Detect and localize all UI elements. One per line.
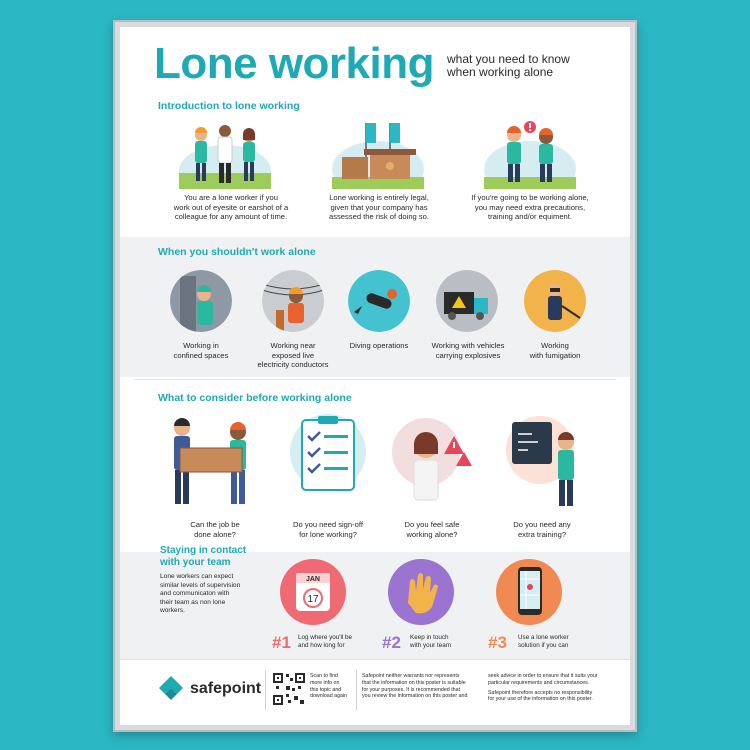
fumigation-icon <box>524 270 586 332</box>
calendar-month: JAN <box>305 576 321 583</box>
step-2-number: #2 <box>382 633 401 652</box>
alone-caption-1: Working in confined spaces <box>173 341 229 360</box>
worried-worker-illustration <box>390 412 480 512</box>
intro-caption-2: Lone working is entirely legal, given that your company has assessed the risk of doing so. <box>328 193 430 221</box>
intro-caption-1: You are a lone worker if you work out of eyesite or earshot of a colleague for any amount of time. <box>173 193 289 221</box>
disclaimer-part-2: seek advice in order to ensure that it suits your particular requirements and circumstances. Safepoint therefore accepts no responsibility for your use of the information on this poster. <box>488 673 598 703</box>
training-illustration <box>500 412 590 512</box>
clipboard-checklist-illustration <box>288 412 368 512</box>
step-1-number: #1 <box>272 633 291 652</box>
consider-caption-2: Do you need sign-off for lone working? <box>293 520 363 539</box>
alone-caption-5: Working with fumigation <box>529 341 581 360</box>
safepoint-logo-icon <box>158 675 184 701</box>
qr-code-icon <box>272 672 306 706</box>
intro-caption-3: If you're going to be working alone, you may need extra precautions, training and/or equiment. <box>471 193 589 221</box>
consider-section-title: What to consider before working alone <box>158 392 352 404</box>
diving-icon <box>348 270 410 332</box>
alone-caption-4: Working with vehicles carrying explosives <box>431 341 505 360</box>
step-3-number: #3 <box>488 633 507 652</box>
consider-caption-1: Can the job be done alone? <box>190 520 240 539</box>
three-workers-illustration <box>175 119 275 189</box>
courtroom-illustration <box>328 119 428 189</box>
confined-space-icon <box>170 270 232 332</box>
consider-caption-3: Do you feel safe working alone? <box>404 520 460 539</box>
electricity-icon <box>262 270 324 332</box>
intro-section-title: Introduction to lone working <box>158 100 300 112</box>
step-3-text: Use a lone worker solution if you can <box>518 634 569 649</box>
divider <box>134 379 616 380</box>
disclaimer-part-1: Safepoint neither warrants nor represents that the information on this poster is suitable for your purposes. It is recommended that you review the information on this poster and <box>362 673 468 700</box>
footer-divider-2 <box>356 670 357 710</box>
calendar-day: 17 <box>307 594 319 605</box>
poster-subtitle: what you need to know when working alone <box>447 52 570 79</box>
calendar-icon <box>280 559 346 625</box>
contact-description: Lone workers can expect similar levels of supervision and communicaton with their team as non lone workers. <box>160 573 241 614</box>
alone-caption-3: Diving operations <box>349 341 409 350</box>
brand-name: safepoint <box>190 680 262 697</box>
alone-caption-2: Working near exposed live electricity conductors <box>257 341 329 369</box>
step-1-text: Log where you'll be and how long for <box>298 634 353 649</box>
poster-title: Lone working <box>154 39 434 88</box>
contact-section-title: Staying in contact with your team <box>160 545 247 568</box>
carrying-box-illustration <box>160 412 260 512</box>
phone-app-icon <box>496 559 562 625</box>
alone-section-title: When you shouldn't work alone <box>158 246 316 258</box>
footer-divider <box>265 670 266 710</box>
poster-frame <box>113 20 637 732</box>
poster <box>120 27 630 725</box>
consider-caption-4: Do you need any extra training? <box>513 520 571 539</box>
waving-hand-icon <box>388 559 454 625</box>
explosives-truck-icon <box>436 270 498 332</box>
qr-caption: Scan to find more info on this topic and download again <box>310 673 348 700</box>
workers-alert-illustration <box>480 119 580 189</box>
step-2-text: Keep in touch with your team <box>410 634 451 649</box>
poster-footer <box>120 659 630 725</box>
